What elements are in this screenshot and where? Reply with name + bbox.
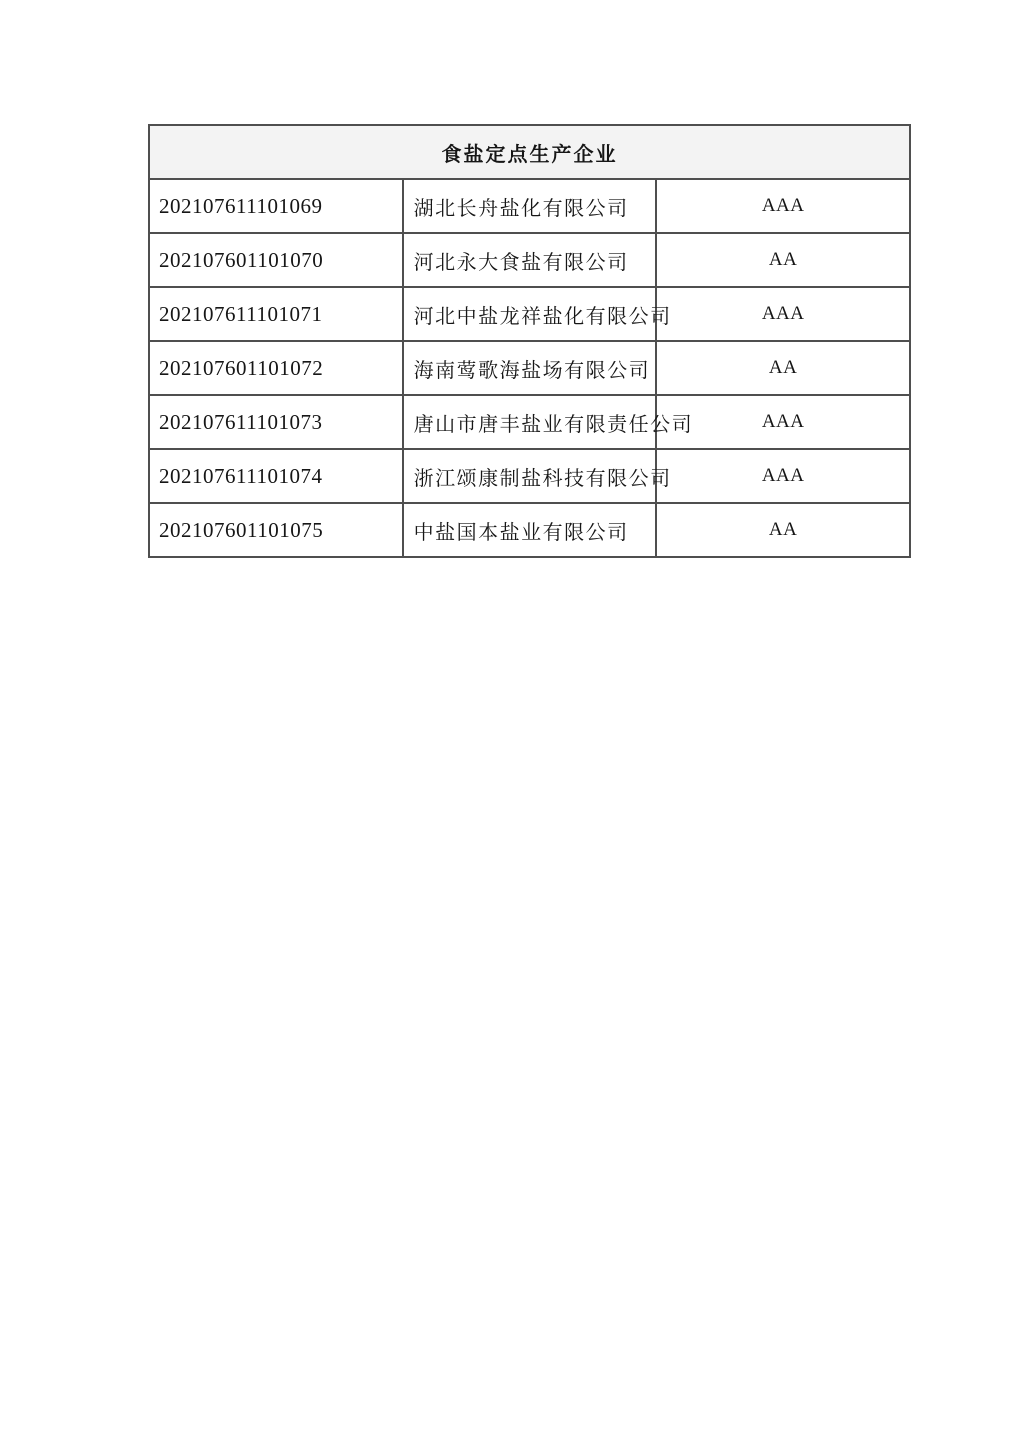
rating-cell: AAA <box>656 179 910 233</box>
company-name-cell: 河北中盐龙祥盐化有限公司 <box>403 287 657 341</box>
company-name-cell: 河北永大食盐有限公司 <box>403 233 657 287</box>
table-row <box>149 287 910 341</box>
table-title: 食盐定点生产企业 <box>149 125 910 179</box>
table-row <box>149 395 910 449</box>
table-title-row <box>149 125 910 179</box>
company-name-cell: 中盐国本盐业有限公司 <box>403 503 657 557</box>
license-number-cell: 202107601101075 <box>149 503 403 557</box>
license-number-cell: 202107601101072 <box>149 341 403 395</box>
license-number-cell: 202107611101071 <box>149 287 403 341</box>
rating-cell: AA <box>656 503 910 557</box>
rating-cell: AA <box>656 233 910 287</box>
table-row <box>149 503 910 557</box>
company-name-cell: 唐山市唐丰盐业有限责任公司 <box>403 395 657 449</box>
company-name-cell: 海南莺歌海盐场有限公司 <box>403 341 657 395</box>
table-row <box>149 449 910 503</box>
company-name-cell: 湖北长舟盐化有限公司 <box>403 179 657 233</box>
rating-cell: AAA <box>656 449 910 503</box>
rating-cell: AAA <box>656 287 910 341</box>
license-number-cell: 202107611101074 <box>149 449 403 503</box>
table-row <box>149 179 910 233</box>
rating-cell: AAA <box>656 395 910 449</box>
table-row <box>149 341 910 395</box>
license-number-cell: 202107611101073 <box>149 395 403 449</box>
table-row <box>149 233 910 287</box>
rating-cell: AA <box>656 341 910 395</box>
salt-producers-table <box>148 124 911 558</box>
license-number-cell: 202107601101070 <box>149 233 403 287</box>
company-name-cell: 浙江颂康制盐科技有限公司 <box>403 449 657 503</box>
license-number-cell: 202107611101069 <box>149 179 403 233</box>
